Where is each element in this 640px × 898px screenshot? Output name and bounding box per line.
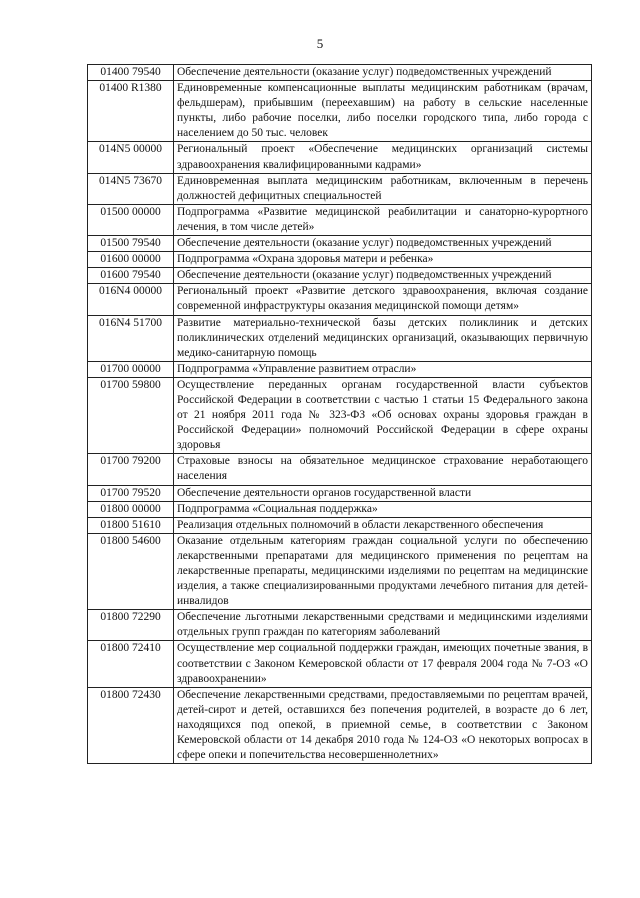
row-code: 01500 00000 (88, 204, 174, 235)
table-row (88, 315, 592, 361)
row-description: Обеспечение льготными лекарственными средствами и медицинскими изделиями отдельных групп граждан по категориям заболеваний (174, 610, 592, 641)
row-code: 014N5 73670 (88, 173, 174, 204)
table-row (88, 485, 592, 501)
row-code: 01800 72290 (88, 610, 174, 641)
table-row (88, 252, 592, 268)
table-row (88, 268, 592, 284)
table-row (88, 687, 592, 763)
budget-classification-table (87, 64, 592, 764)
table-row (88, 641, 592, 687)
table-row (88, 501, 592, 517)
row-code: 01700 79520 (88, 485, 174, 501)
row-code: 01800 54600 (88, 533, 174, 609)
table-row (88, 454, 592, 485)
row-description: Страховые взносы на обязательное медицинское страхование неработающего населения (174, 454, 592, 485)
row-description: Подпрограмма «Охрана здоровья матери и ребенка» (174, 252, 592, 268)
row-code: 01400 79540 (88, 65, 174, 81)
row-description: Обеспечение деятельности (оказание услуг) подведомственных учреждений (174, 268, 592, 284)
row-description: Развитие материально-технической базы детских поликлиник и детских поликлинических отделений медицинских организаций, оказывающих первичную медико-санитарную помощь (174, 315, 592, 361)
row-code: 014N5 00000 (88, 142, 174, 173)
row-description: Единовременная выплата медицинским работникам, включенным в перечень должностей дефицитных специальностей (174, 173, 592, 204)
row-code: 01800 72410 (88, 641, 174, 687)
row-description: Единовременные компенсационные выплаты медицинским работникам (врачам, фельдшерам), прибывшим (переехавшим) на работу в сельские населенные пункты, либо рабочие поселки, либо поселки городского типа, либо города с населением до 50 тыс. человек (174, 81, 592, 142)
row-description: Подпрограмма «Социальная поддержка» (174, 501, 592, 517)
table-row (88, 610, 592, 641)
table-row (88, 284, 592, 315)
row-description: Обеспечение деятельности органов государственной власти (174, 485, 592, 501)
row-description: Оказание отдельным категориям граждан социальной услуги по обеспечению лекарственными препаратами для медицинского применения по рецептам на лекарственные препараты, медицинскими изделиями по рецептам на медицинские изделия, а также специализированными продуктами лечебного питания для детей-инвалидов (174, 533, 592, 609)
page-number: 5 (316, 36, 324, 51)
row-description: Подпрограмма «Управление развитием отрасли» (174, 361, 592, 377)
table-row (88, 65, 592, 81)
table-row (88, 204, 592, 235)
row-description: Обеспечение деятельности (оказание услуг) подведомственных учреждений (174, 236, 592, 252)
row-code: 01800 51610 (88, 517, 174, 533)
table-row (88, 533, 592, 609)
row-code: 016N4 51700 (88, 315, 174, 361)
row-description: Обеспечение деятельности (оказание услуг) подведомственных учреждений (174, 65, 592, 81)
row-description: Осуществление переданных органам государственной власти субъектов Российской Федерации в соответствии с частью 1 статьи 15 Федерального закона от 21 ноября 2011 года № 323-ФЗ «Об основах охраны здоровья граждан в Российской Федерации» полномочий Российской Федерации в сфере охраны здоровья (174, 377, 592, 453)
row-code: 01700 59800 (88, 377, 174, 453)
table-row (88, 142, 592, 173)
row-code: 01800 72430 (88, 687, 174, 763)
table-row (88, 173, 592, 204)
row-description: Обеспечение лекарственными средствами, предоставляемыми по рецептам врачей, детей-сирот и детей, оставшихся без попечения родителей, в возрасте до 6 лет, находящихся под опекой, в приемной семье, в соответствии с Законом Кемеровской области от 14 декабря 2010 года № 124-ОЗ «О некоторых вопросах в сфере опеки и попечительства несовершеннолетних» (174, 687, 592, 763)
row-code: 01800 00000 (88, 501, 174, 517)
table-row (88, 81, 592, 142)
row-description: Осуществление мер социальной поддержки граждан, имеющих почетные звания, в соответствии с Законом Кемеровской области от 17 февраля 2004 года № 7-ОЗ «О здравоохранении» (174, 641, 592, 687)
row-code: 01600 79540 (88, 268, 174, 284)
row-code: 01500 79540 (88, 236, 174, 252)
row-description: Реализация отдельных полномочий в области лекарственного обеспечения (174, 517, 592, 533)
row-code: 01600 00000 (88, 252, 174, 268)
row-code: 016N4 00000 (88, 284, 174, 315)
row-description: Региональный проект «Развитие детского здравоохранения, включая создание современной инфраструктуры оказания медицинской помощи детям» (174, 284, 592, 315)
row-description: Подпрограмма «Развитие медицинской реабилитации и санаторно-курортного лечения, в том числе детей» (174, 204, 592, 235)
row-code: 01700 79200 (88, 454, 174, 485)
table-row (88, 236, 592, 252)
table-row (88, 361, 592, 377)
row-code: 01400 R1380 (88, 81, 174, 142)
table-row (88, 517, 592, 533)
row-description: Региональный проект «Обеспечение медицинских организаций системы здравоохранения квалифицированными кадрами» (174, 142, 592, 173)
row-code: 01700 00000 (88, 361, 174, 377)
table-row (88, 377, 592, 453)
